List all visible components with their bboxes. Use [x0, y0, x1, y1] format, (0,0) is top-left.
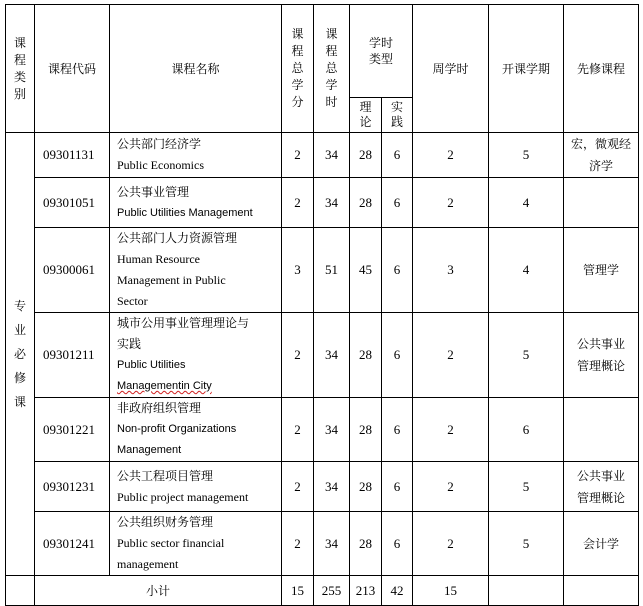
course-name-en: Public Utilities [117, 359, 186, 371]
prereq-line: 宏，微观经 [570, 137, 631, 151]
hours-cell: 34 [314, 313, 350, 398]
credits-cell: 2 [282, 398, 314, 462]
header-category-text: 课程类别 [14, 35, 27, 101]
subtotal-hours: 255 [314, 576, 350, 606]
theory-cell: 28 [350, 133, 382, 178]
prereq-cell [564, 512, 639, 576]
curriculum-table [5, 4, 639, 606]
course-name-en: Human Resource [117, 252, 200, 266]
semester-cell: 5 [489, 462, 564, 512]
prereq-line: 公共事业 [576, 337, 625, 351]
table-row [6, 398, 639, 462]
category-cell [6, 133, 35, 576]
credits-cell: 2 [282, 133, 314, 178]
weekly-cell: 2 [413, 133, 489, 178]
prereq-cell [564, 133, 639, 178]
theory-cell: 45 [350, 228, 382, 313]
header-code: 课程代码 [35, 5, 110, 133]
course-code: 09301241 [35, 512, 110, 576]
course-name-en: Public sector financial [117, 536, 225, 550]
course-code: 09301051 [35, 178, 110, 228]
course-name-zh: 城市公用事业管理理论与 [117, 316, 250, 330]
course-name-zh: 非政府组织管理 [117, 401, 202, 415]
subtotal-credits: 15 [282, 576, 314, 606]
weekly-cell: 2 [413, 462, 489, 512]
credits-cell: 2 [282, 178, 314, 228]
course-name-zh: 公共事业管理 [117, 184, 190, 199]
course-code: 09301131 [35, 133, 110, 178]
course-name-zh: 公共工程项目管理 [117, 468, 214, 483]
prereq-line: 济学 [588, 159, 613, 173]
course-code: 09301211 [35, 313, 110, 398]
course-name [110, 313, 282, 398]
credits-cell: 2 [282, 462, 314, 512]
course-name [110, 133, 282, 178]
semester-cell: 5 [489, 313, 564, 398]
prereq-cell [564, 462, 639, 512]
prereq-line: 管理概论 [576, 490, 625, 505]
subtotal-practice: 42 [382, 576, 413, 606]
subtotal-weekly: 15 [413, 576, 489, 606]
practice-cell: 6 [382, 313, 413, 398]
weekly-cell: 2 [413, 398, 489, 462]
course-name-en: Public Utilities Management [117, 206, 253, 219]
header-credits-text: 课程总学分 [291, 27, 304, 109]
subtotal-prereq [564, 576, 639, 606]
course-name-en: Management in Public [117, 273, 226, 287]
header-weekly: 周学时 [413, 5, 489, 133]
subtotal-theory: 213 [350, 576, 382, 606]
course-name-en: Non-profit Organizations [117, 423, 237, 435]
subtotal-semester [489, 576, 564, 606]
header-practice-text: 实践 [391, 100, 404, 129]
header-theory [350, 98, 382, 133]
course-name [110, 462, 282, 512]
header-hours [314, 5, 350, 133]
course-name [110, 398, 282, 462]
theory-cell: 28 [350, 178, 382, 228]
category-text: 专业必修课 [14, 299, 27, 409]
semester-cell: 5 [489, 133, 564, 178]
course-name [110, 228, 282, 313]
theory-cell: 28 [350, 462, 382, 512]
prereq-cell [564, 313, 639, 398]
header-type [350, 5, 413, 98]
weekly-cell: 2 [413, 512, 489, 576]
course-name-zh: 公共组织财务管理 [117, 515, 214, 529]
practice-cell: 6 [382, 178, 413, 228]
credits-cell: 2 [282, 313, 314, 398]
credits-cell: 3 [282, 228, 314, 313]
course-name-zh: 公共部门人力资源管理 [117, 231, 238, 245]
header-category [6, 5, 35, 133]
theory-cell: 28 [350, 398, 382, 462]
table-row [6, 133, 639, 178]
hours-cell: 51 [314, 228, 350, 313]
course-name-en: Sector [117, 294, 148, 308]
header-credits [282, 5, 314, 133]
course-code: 09300061 [35, 228, 110, 313]
subtotal-row [6, 576, 639, 606]
practice-cell: 6 [382, 133, 413, 178]
subtotal-empty-cell [6, 576, 35, 606]
table-row [6, 313, 639, 398]
table-row [6, 228, 639, 313]
course-code: 09301231 [35, 462, 110, 512]
course-name [110, 512, 282, 576]
prereq-line: 管理概论 [576, 359, 625, 373]
semester-cell: 4 [489, 228, 564, 313]
prereq-cell [564, 398, 639, 462]
weekly-cell: 3 [413, 228, 489, 313]
weekly-cell: 2 [413, 178, 489, 228]
prereq-cell [564, 228, 639, 313]
credits-cell: 2 [282, 512, 314, 576]
hours-cell: 34 [314, 133, 350, 178]
semester-cell: 5 [489, 512, 564, 576]
course-name-en: Public project management [117, 489, 249, 504]
course-code: 09301221 [35, 398, 110, 462]
hours-cell: 34 [314, 398, 350, 462]
course-name-en: Managementin City [117, 380, 212, 392]
practice-cell: 6 [382, 512, 413, 576]
practice-cell: 6 [382, 398, 413, 462]
table-row [6, 512, 639, 576]
header-theory-text: 理论 [359, 100, 372, 129]
header-row-top [6, 5, 639, 98]
hours-cell: 34 [314, 512, 350, 576]
subtotal-label: 小计 [35, 576, 282, 606]
course-name-zh: 公共部门经济学 [117, 137, 202, 151]
hours-cell: 34 [314, 178, 350, 228]
header-prereq: 先修课程 [564, 5, 639, 133]
course-name-en: management [117, 557, 179, 571]
table-row [6, 178, 639, 228]
prereq-line: 会计学 [582, 536, 619, 551]
course-name-en: Management [117, 444, 182, 456]
semester-cell: 6 [489, 398, 564, 462]
table-row [6, 462, 639, 512]
theory-cell: 28 [350, 512, 382, 576]
header-type-text: 学时类型 [368, 36, 393, 66]
course-name [110, 178, 282, 228]
course-name-en: Public Economics [117, 158, 204, 172]
theory-cell: 28 [350, 313, 382, 398]
prereq-line: 管理学 [582, 263, 619, 277]
header-hours-text: 课程总学时 [325, 27, 338, 109]
practice-cell: 6 [382, 462, 413, 512]
course-name-zh: 实践 [117, 337, 142, 351]
prereq-line: 公共事业 [576, 468, 625, 483]
hours-cell: 34 [314, 462, 350, 512]
practice-cell: 6 [382, 228, 413, 313]
weekly-cell: 2 [413, 313, 489, 398]
prereq-cell [564, 178, 639, 228]
semester-cell: 4 [489, 178, 564, 228]
header-semester: 开课学期 [489, 5, 564, 133]
header-name: 课程名称 [110, 5, 282, 133]
header-practice [382, 98, 413, 133]
